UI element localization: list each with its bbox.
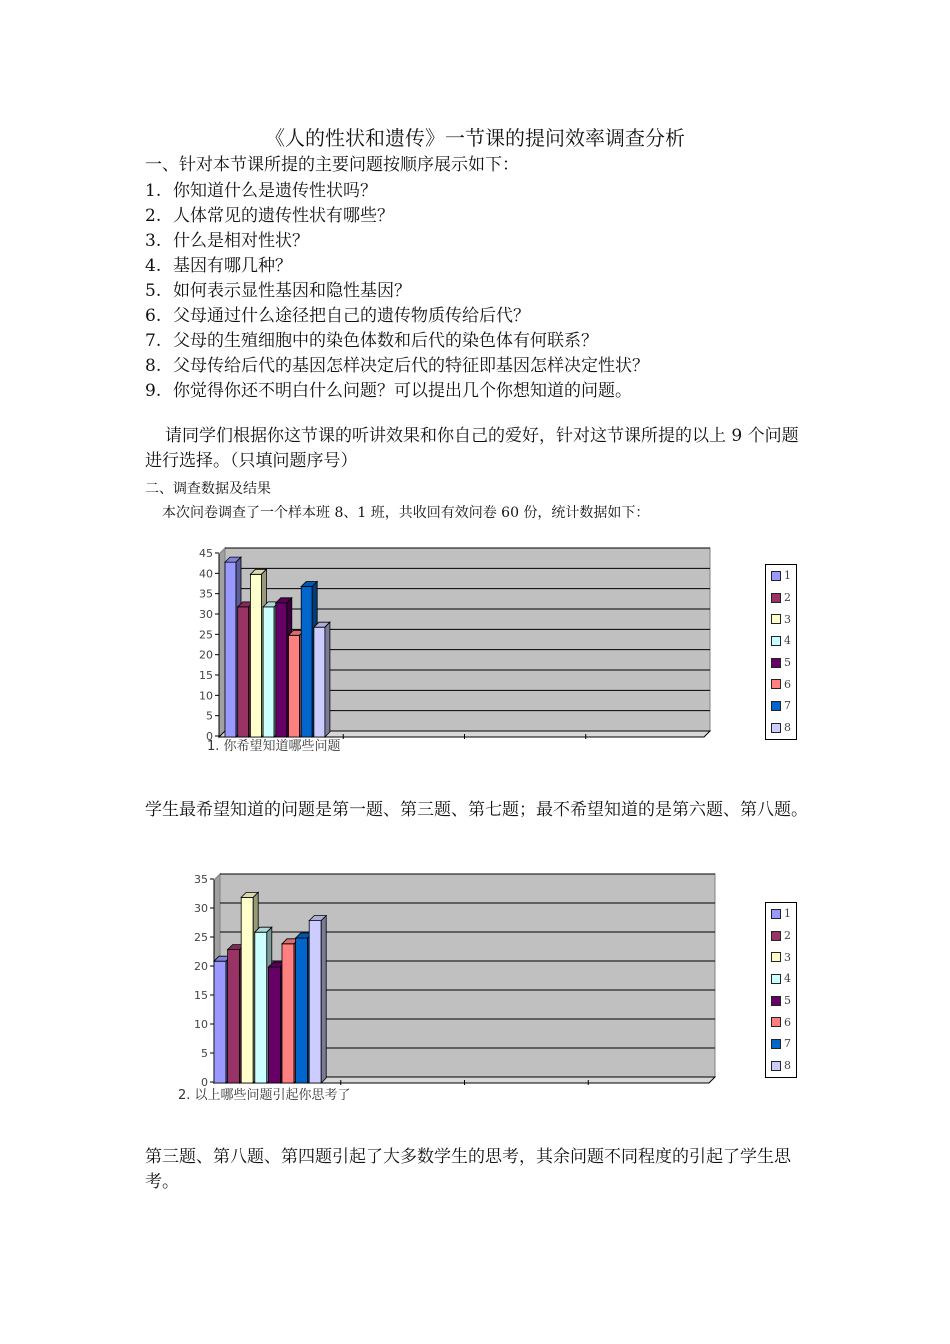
question-item: 9. 你觉得你还不明白什么问题？可以提出几个你想知道的问题。 — [145, 381, 632, 401]
question-item: 8. 父母传给后代的基因怎样决定后代的特征即基因怎样决定性状？ — [145, 356, 649, 376]
legend-item — [766, 990, 796, 1012]
y-tick-label: 25 — [194, 931, 208, 944]
legend-label: 6 — [784, 677, 791, 691]
chart-1-caption: 1. 你希望知道哪些问题 — [207, 739, 341, 754]
y-tick-label: 0 — [201, 1076, 208, 1086]
bar-chart-2-svg — [190, 866, 730, 1086]
y-tick-label: 35 — [199, 587, 213, 601]
legend-label: 8 — [784, 1059, 791, 1073]
legend-item — [766, 946, 796, 968]
legend-swatch — [771, 658, 781, 668]
legend-label: 4 — [784, 972, 791, 986]
survey-note: 本次问卷调查了一个样本班 8、1 班，共收回有效问卷 60 份，统计数据如下： — [162, 505, 650, 521]
legend-swatch — [771, 614, 781, 624]
y-tick-label: 35 — [194, 873, 208, 886]
bar — [309, 916, 326, 1083]
legend-label: 3 — [784, 950, 791, 964]
chart-1-legend — [765, 564, 797, 740]
bar — [314, 622, 330, 737]
y-tick-label: 25 — [199, 628, 213, 642]
legend-item — [766, 968, 796, 990]
legend-swatch — [771, 636, 781, 646]
legend-item — [766, 1055, 796, 1077]
y-tick-label: 30 — [194, 902, 208, 915]
legend-swatch — [771, 1017, 781, 1027]
chart-2-legend — [765, 902, 797, 1078]
legend-item — [766, 1033, 796, 1055]
legend-swatch — [771, 909, 781, 919]
legend-item — [766, 673, 796, 695]
question-item: 2. 人体常见的遗传性状有哪些？ — [145, 206, 394, 226]
legend-label: 1 — [784, 569, 791, 583]
legend-label: 1 — [784, 907, 791, 921]
legend-label: 3 — [784, 612, 791, 626]
y-tick-label: 10 — [194, 1018, 208, 1031]
section-heading-1: 一、针对本节课所提的主要问题按顺序展示如下： — [145, 155, 519, 175]
legend-label: 4 — [784, 634, 791, 648]
legend-item — [766, 1011, 796, 1033]
legend-item — [766, 652, 796, 674]
legend-item — [766, 903, 796, 925]
legend-swatch — [771, 679, 781, 689]
legend-item — [766, 630, 796, 652]
y-tick-label: 0 — [206, 730, 213, 740]
bar-chart-1 — [190, 540, 730, 740]
legend-label: 7 — [784, 1037, 791, 1051]
legend-swatch — [771, 593, 781, 603]
legend-item — [766, 608, 796, 630]
question-item: 5. 如何表示显性基因和隐性基因？ — [145, 281, 411, 301]
legend-label: 2 — [784, 591, 791, 605]
y-tick-label: 15 — [194, 989, 208, 1002]
legend-item — [766, 925, 796, 947]
question-item: 7. 父母的生殖细胞中的染色体数和后代的染色体有何联系？ — [145, 331, 598, 351]
conclusion-paragraph-2: 第三题、第八题、第四题引起了大多数学生的思考，其余问题不同程度的引起了学生思考。 — [145, 1147, 791, 1192]
instruction-paragraph: 请同学们根据你这节课的听讲效果和你自己的爱好，针对这节课所提的以上 9 个问题进行选择。（只填问题序号） — [145, 426, 799, 471]
legend-swatch — [771, 974, 781, 984]
legend-swatch — [771, 1061, 781, 1071]
legend-label: 7 — [784, 699, 791, 713]
legend-swatch — [771, 571, 781, 581]
legend-swatch — [771, 952, 781, 962]
question-item: 1. 你知道什么是遗传性状吗？ — [145, 181, 377, 201]
legend-swatch — [771, 723, 781, 733]
legend-label: 6 — [784, 1015, 791, 1029]
y-tick-label: 30 — [199, 608, 213, 621]
y-tick-label: 5 — [206, 709, 213, 723]
bar-chart-1-svg — [190, 540, 730, 740]
chart-2-caption: 2. 以上哪些问题引起你思考了 — [178, 1088, 351, 1103]
y-tick-label: 15 — [199, 669, 213, 682]
question-item: 4. 基因有哪几种？ — [145, 256, 292, 276]
y-tick-label: 10 — [199, 689, 213, 703]
legend-swatch — [771, 931, 781, 941]
legend-item — [766, 695, 796, 717]
plot-wall — [219, 548, 225, 737]
bar-chart-2 — [190, 866, 730, 1086]
document-title: 《人的性状和遗传》一节课的提问效率调查分析 — [265, 126, 685, 150]
legend-label: 5 — [784, 656, 791, 670]
legend-swatch — [771, 1039, 781, 1049]
legend-swatch — [771, 701, 781, 711]
legend-item — [766, 717, 796, 739]
legend-label: 8 — [784, 721, 791, 735]
y-tick-label: 45 — [199, 547, 213, 560]
legend-swatch — [771, 996, 781, 1006]
legend-item — [766, 565, 796, 587]
legend-item — [766, 587, 796, 609]
legend-label: 5 — [784, 994, 791, 1008]
section-heading-2: 二、调查数据及结果 — [145, 481, 271, 497]
y-tick-label: 20 — [199, 648, 213, 662]
conclusion-paragraph-1: 学生最希望知道的问题是第一题、第三题、第七题；最不希望知道的是第六题、第八题。 — [145, 800, 808, 820]
legend-label: 2 — [784, 929, 791, 943]
y-tick-label: 5 — [201, 1047, 208, 1060]
y-tick-label: 20 — [194, 960, 208, 973]
question-item: 3. 什么是相对性状？ — [145, 231, 309, 251]
question-item: 6. 父母通过什么途径把自己的遗传物质传给后代？ — [145, 306, 530, 326]
y-tick-label: 40 — [199, 567, 213, 581]
